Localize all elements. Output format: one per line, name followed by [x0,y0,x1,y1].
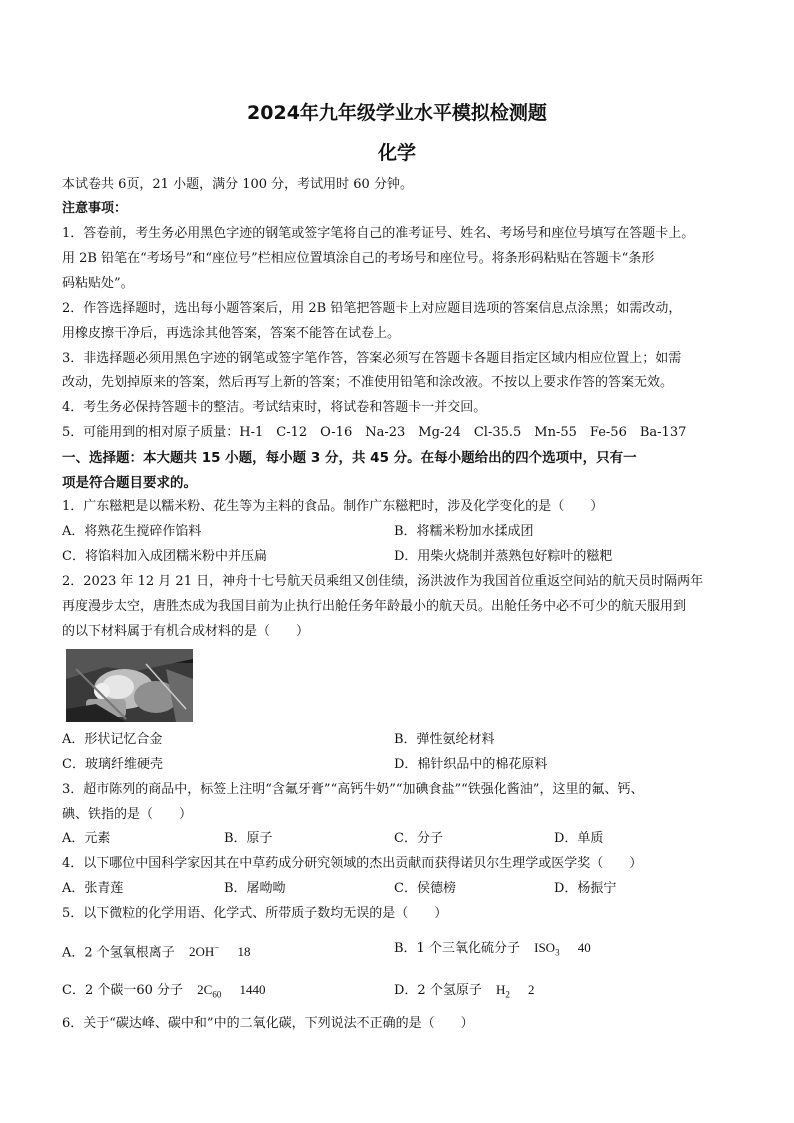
q1-option-a: A．将熟花生搅碎作馅料 [62,524,202,539]
q5-option-d-number: 2 [528,982,535,997]
q5-option-d-text: D．2 个氢原子 [394,983,482,998]
atomic-mass-line: 5．可能用到的相对原子质量：H-1 C-12 O-16 Na-23 Mg-24 Cl-35.5 Mn-55 Fe-56 Ba-137 [62,425,687,440]
q4-option-b: B．屠呦呦 [224,881,286,896]
q5-option-d [394,981,535,1004]
notice-line: 用 2B 铅笔在“考场号”和“座位号”栏相应位置填涂自己的考场号和座位号。将条形码粘贴在答题卡“条形 [62,251,655,266]
q3-option-a: A．元素 [62,831,111,846]
q5-option-a-number: 18 [237,944,251,960]
subject-title: 化学 [377,142,416,164]
q5-d-formula-base: H [495,982,506,997]
q5-option-b-formula [534,940,560,958]
notice-line: 用橡皮擦干净后，再选涂其他答案，答案不能答在试卷上。 [62,326,401,341]
q3-option-c: C．分子 [394,831,443,846]
q5-c-formula-sub: 60 [212,989,222,1000]
q2-stem: 再度漫步太空，唐胜杰成为我国目前为止执行出舱任务年龄最小的航天员。出舱任务中必不可少的航天服用到 [62,599,687,614]
q5-d-formula-sub: 2 [505,989,510,1000]
q5-a-formula-base: 2OH [188,944,215,960]
notice-line: 码粘贴处”。 [62,276,134,291]
q5-option-b-number: 40 [577,940,591,955]
q5-option-c-formula [197,982,222,1000]
q5-option-c-text: C．2 个碳一60 分子 [62,983,184,998]
q5-option-a-formula [189,944,219,959]
notice-line: 4．考生务必保持答题卡的整洁。考试结束时，将试卷和答题卡一并交回。 [62,400,487,415]
section-heading-cont: 项是符合题目要求的。 [62,475,197,491]
q1-option-d: D．用柴火烧制并蒸熟包好粽叶的糍粑 [394,549,613,564]
notice-heading: 注意事项： [62,201,128,216]
q3-option-b: B．原子 [224,831,273,846]
q4-option-c: C．侯德榜 [394,881,456,896]
q1-option-c: C．将馅料加入成团糯米粉中并压扁 [62,549,267,564]
q2-option-a: A．形状记忆合金 [62,732,163,747]
q5-a-formula-charge: − [214,943,220,953]
notice-line: 改动，先划掉原来的答案，然后再写上新的答案；不准使用铅笔和涂改液。不按以上要求作答的答案无效。 [62,375,674,390]
q6-stem: 6．关于“碳达峰、碳中和”中的二氧化碳，下列说法不正确的是（ ） [62,1016,474,1031]
q5-c-formula-base: 2C [197,982,213,997]
q1-stem: 1．广东糍粑是以糯米粉、花生等为主料的食品。制作广东糍粑时，涉及化学变化的是（ ） [62,499,604,514]
q2-option-c: C．玻璃纤维硬壳 [62,757,163,772]
q2-stem: 2．2023 年 12 月 21 日，神舟十七号航天员乘组又创佳绩，汤洪波作为我国首位重返空间站的航天员时隔两年 [62,574,704,589]
astronaut-photo [66,649,193,722]
q5-b-formula-sub: 3 [555,947,560,958]
q3-option-d: D．单质 [554,831,604,846]
q5-option-d-formula [495,982,510,1000]
q2-option-b: B．弹性氨纶材料 [394,732,495,747]
intro-text: 本试卷共 6页，21 小题，满分 100 分，考试用时 60 分钟。 [62,177,413,192]
q2-stem: 的以下材料属于有机合成材料的是（ ） [62,624,310,639]
q4-option-a: A．张青莲 [62,881,124,896]
notice-line: 3．非选择题必须用黑色字迹的钢笔或签字笔作答，答案必须写在答题卡各题目指定区域内相应位置上；如需 [62,351,682,366]
q5-option-c-number: 1440 [239,982,266,997]
q3-stem: 3．超市陈列的商品中，标签上注明“含氟牙膏”“高钙牛奶”“加碘食盐”“铁强化酱油”，这里的氟、钙、 [62,782,644,797]
notice-line: 2．作答选择题时，选出每小题答案后，用 2B 铅笔把答题卡上对应题目选项的答案信息点涂黑；如需改动， [62,301,682,316]
q4-stem: 4．以下哪位中国科学家因其在中草药成分研究领域的杰出贡献而获得诺贝尔生理学或医学奖（ ） [62,856,643,871]
q5-option-b-text: B．1 个三氧化硫分子 [394,941,520,956]
q5-option-b [394,939,591,962]
q4-option-d: D．杨振宁 [554,881,617,896]
exam-title: 2024年九年级学业水平模拟检测题 [247,102,547,124]
q5-option-a-text: A．2 个氢氧根离子 [62,945,175,961]
q1-option-b: B．将糯米粉加水揉成团 [394,524,534,539]
section-heading: 一、选择题：本大题共 15 小题，每小题 3 分，共 45 分。在每小题给出的四个选项中，只有一 [62,450,637,466]
q5-option-c [62,981,265,1004]
q5-stem: 5．以下微粒的化学用语、化学式、所带质子数均无误的是（ ） [62,906,448,921]
q5-b-formula-base: ISO [534,940,556,955]
q5-option-a [62,939,250,962]
astronaut-photo-graphic [66,649,193,722]
q3-stem: 碘、铁指的是（ ） [62,807,193,822]
q2-option-d: D．棉针织品中的棉花原料 [394,757,548,772]
notice-line: 1．答卷前，考生务必用黑色字迹的钢笔或签字笔将自己的准考证号、姓名、考场号和座位号填写在答题卡上。 [62,226,695,241]
